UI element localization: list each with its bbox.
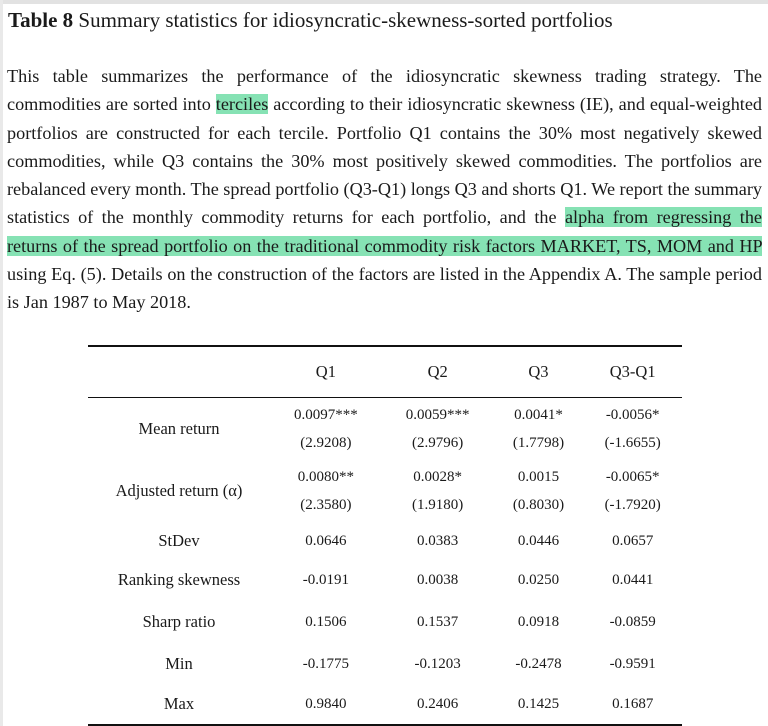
cell-q2: 0.0059*** (2.9796) bbox=[405, 407, 470, 451]
row-mean-return bbox=[88, 398, 682, 461]
cell-q3: 0.0015 (0.8030) bbox=[512, 469, 565, 513]
cell-q1: -0.1775 bbox=[302, 655, 349, 672]
row-label: Min bbox=[165, 654, 193, 673]
row-label: StDev bbox=[158, 531, 200, 550]
row-label: Mean return bbox=[138, 419, 220, 438]
cell-q1: 0.0097*** (2.9208) bbox=[294, 407, 358, 451]
cell-q3-q1: 0.1687 bbox=[612, 695, 654, 712]
cell-q3: 0.0041* (1.7798) bbox=[512, 407, 565, 451]
highlight-alpha-regression: alpha from regressing the returns of the spread portfolio on the traditional commodity risk factors MARKET, TS, MOM and HP bbox=[7, 207, 762, 256]
cell-q3-q1: -0.0065* (-1.7920) bbox=[604, 469, 661, 513]
row-adjusted-return bbox=[88, 460, 682, 522]
cell-q1: 0.9840 bbox=[305, 695, 347, 712]
highlight-terciles: terciles bbox=[215, 94, 269, 115]
row-stdev bbox=[88, 522, 682, 560]
cell-q2: 0.0038 bbox=[417, 571, 459, 588]
cell-q1: -0.0191 bbox=[302, 571, 349, 588]
table-title-text: Summary statistics for idiosyncratic-skewness-sorted portfolios bbox=[78, 8, 613, 32]
cell-q2: 0.0383 bbox=[417, 532, 459, 549]
cell-q2: 0.0028* (1.9180) bbox=[412, 469, 464, 513]
cell-q3: 0.0250 bbox=[517, 571, 560, 588]
row-sharp-ratio bbox=[88, 600, 682, 644]
caption-text-2: according to their idiosyncratic skewness (IE), and equal-weighted portfolios are constructed for each tercile. Portfolio Q1 contains the 30% most negatively skewed commodities, while Q3 contains the 30% most positively skewed commodities. The portfolios are rebalanced every month. The spread portfolio (Q3-Q1) longs Q3 and shorts Q1. We report the summary statistics of the monthly commodity returns for each portfolio, and the bbox=[7, 94, 763, 228]
table-number: Table 8 bbox=[8, 8, 74, 32]
cell-q3: -0.2478 bbox=[515, 655, 562, 672]
table-header-row bbox=[88, 346, 682, 398]
header-q2: Q2 bbox=[427, 362, 448, 381]
caption-text-1: This table summarizes the performance of the idiosyncratic skewness trading strategy. The commodities are sorted into bbox=[7, 66, 762, 115]
cell-q2: -0.1203 bbox=[414, 655, 461, 672]
row-label: Sharp ratio bbox=[142, 612, 216, 631]
table-title bbox=[8, 6, 613, 34]
cell-q3: 0.0446 bbox=[517, 532, 560, 549]
header-q1: Q1 bbox=[315, 362, 336, 381]
cell-q3-q1: -0.0859 bbox=[609, 613, 656, 630]
top-border bbox=[0, 0, 768, 4]
table-caption bbox=[7, 62, 762, 317]
cell-q3: 0.1425 bbox=[517, 695, 560, 712]
cell-q2: 0.2406 bbox=[417, 695, 459, 712]
cell-q1: 0.0646 bbox=[305, 532, 347, 549]
cell-q3-q1: 0.0657 bbox=[612, 532, 654, 549]
header-q3-q1: Q3-Q1 bbox=[609, 362, 656, 381]
row-label: Ranking skewness bbox=[117, 570, 241, 589]
row-label: Max bbox=[163, 694, 195, 713]
row-label: Adjusted return (α) bbox=[115, 481, 243, 500]
left-border bbox=[0, 0, 3, 726]
row-max bbox=[88, 684, 682, 725]
row-min bbox=[88, 644, 682, 684]
cell-q1: 0.1506 bbox=[305, 613, 347, 630]
cell-q3: 0.0918 bbox=[517, 613, 560, 630]
row-ranking-skewness bbox=[88, 560, 682, 600]
summary-statistics-table bbox=[88, 345, 682, 726]
cell-q2: 0.1537 bbox=[417, 613, 459, 630]
header-empty bbox=[88, 346, 270, 398]
caption-text-3: using Eq. (5). Details on the construction of the factors are listed in the Appendix A. The sample period is Jan 1987 to May 2018. bbox=[7, 264, 762, 313]
cell-q3-q1: -0.0056* (-1.6655) bbox=[604, 407, 661, 451]
cell-q1: 0.0080** (2.3580) bbox=[297, 469, 354, 513]
cell-q3-q1: -0.9591 bbox=[609, 655, 656, 672]
header-q3: Q3 bbox=[528, 362, 549, 381]
cell-q3-q1: 0.0441 bbox=[612, 571, 654, 588]
